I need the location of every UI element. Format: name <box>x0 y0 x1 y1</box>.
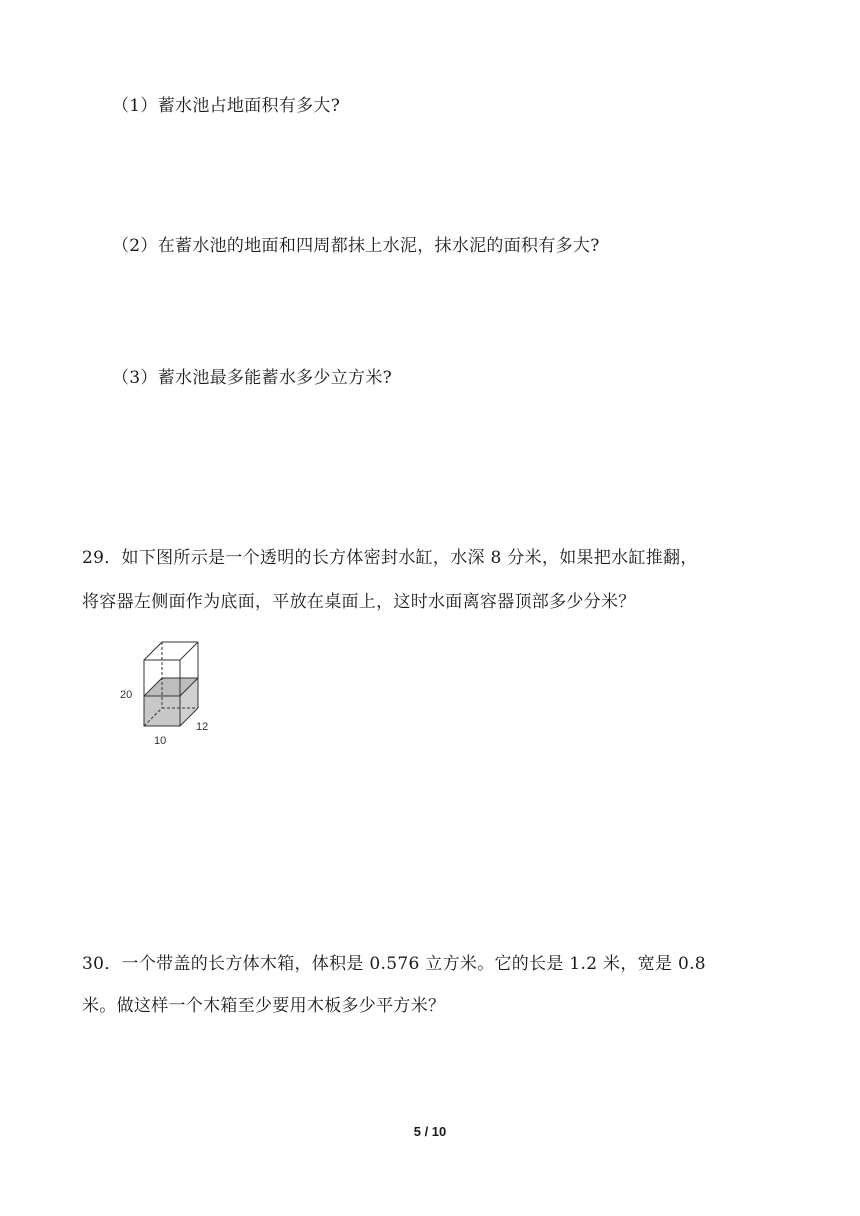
width-label: 12 <box>196 721 209 733</box>
question-30-text-line-1: 30．一个带盖的长方体木箱，体积是 0.576 立方米。它的长是 1.2 米，宽是 0.8 <box>82 954 706 974</box>
height-label: 20 <box>120 689 133 701</box>
cuboid-diagram <box>112 632 222 750</box>
question-29-text-line-2: 将容器左侧面作为底面，平放在桌面上，这时水面离容器顶部多少分米？ <box>82 592 636 612</box>
water-tank-figure <box>112 632 222 750</box>
question-28-part-1: （1）蓄水池占地面积有多大? <box>112 96 341 116</box>
page-number: 5 / 10 <box>413 1124 447 1139</box>
question-28-part-3: （3）蓄水池最多能蓄水多少立方米? <box>112 368 393 388</box>
water-front-face <box>144 696 180 726</box>
question-30-text-line-2: 米。做这样一个木箱至少要用木板多少平方米？ <box>82 996 446 1016</box>
question-29-text-line-1: 29．如下图所示是一个透明的长方体密封水缸，水深 8 分米，如果把水缸推翻， <box>82 548 698 568</box>
question-28-part-2: （2）在蓄水池的地面和四周都抹上水泥，抹水泥的面积有多大? <box>112 236 600 256</box>
length-label: 10 <box>154 735 167 747</box>
